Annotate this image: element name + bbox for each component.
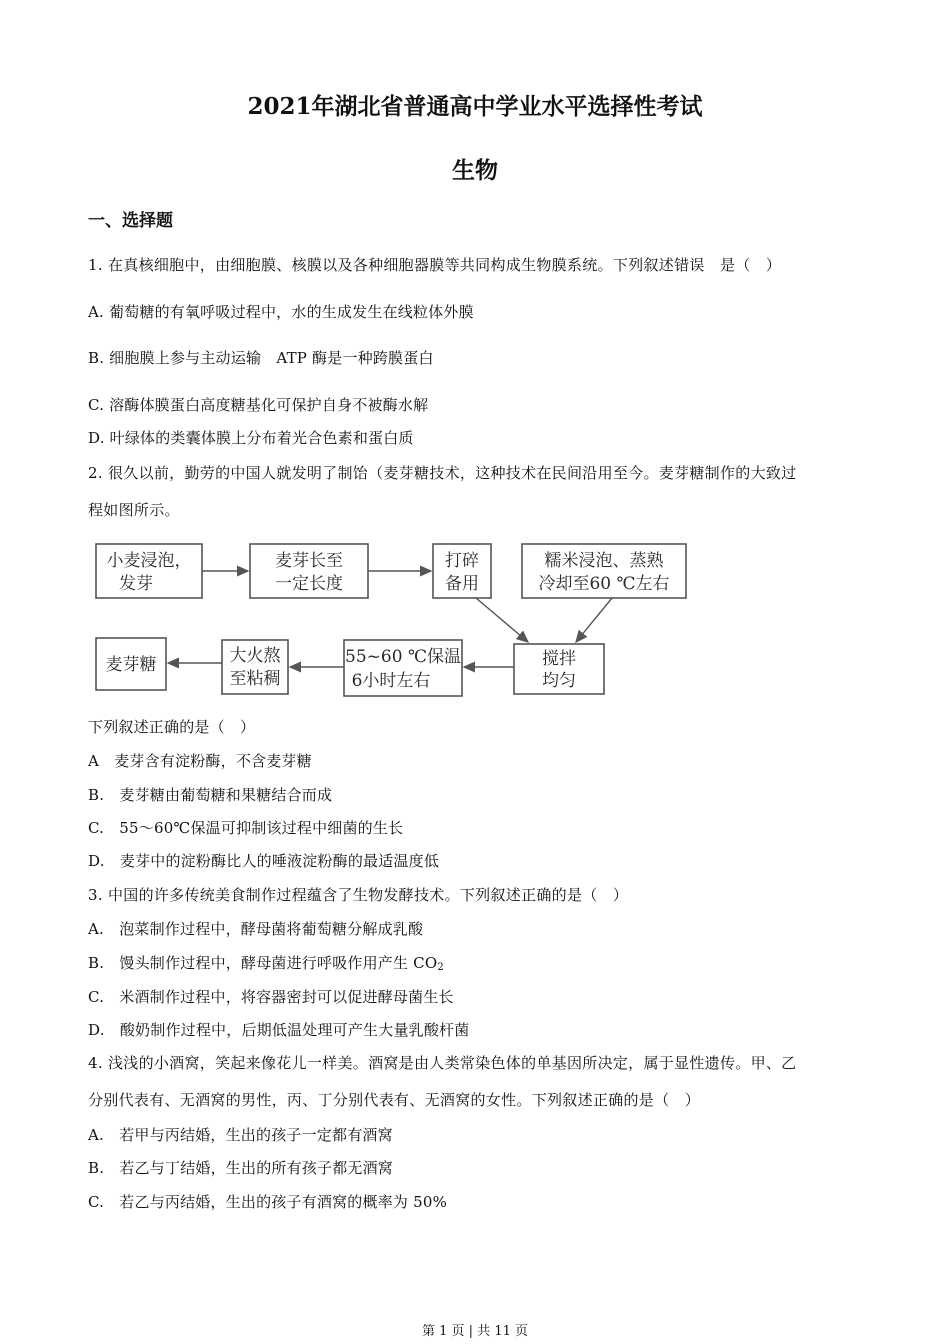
q4-option-c: C. 若乙与丙结婚，生出的孩子有酒窝的概率为 50% [88,1193,448,1211]
q2-option-a: A 麦芽含有淀粉酶，不含麦芽糖 [88,752,312,770]
arrow-4-5 [576,598,612,642]
flow-box-stir [514,644,604,694]
box8-line1: 麦芽糖 [105,655,157,675]
flow-box-glutinous-rice [522,544,686,598]
flow-box-crush [433,544,491,598]
box4-line1: 糯米浸泡、蒸熟 [544,551,664,571]
box3-line2: 备用 [445,574,479,594]
box7-line2: 至粘稠 [229,669,281,689]
q3-option-d: D. 酸奶制作过程中，后期低温处理可产生大量乳酸杆菌 [88,1021,470,1039]
q3-option-b [88,952,444,973]
box3-line1: 打碎 [445,551,479,571]
q3-option-b-text: B. 馒头制作过程中，酵母菌进行呼吸作用产生 CO [88,954,438,972]
q1-stem: 1. 在真核细胞中，由细胞膜、核膜以及各种细胞器膜等共同构成生物膜系统。下列叙述错误 是（ ） [88,256,782,274]
box6-line2: 6小时左右 [351,671,431,691]
q1-option-b: B. 细胞膜上参与主动运输 ATP 酶是一种跨膜蛋白 [88,349,434,367]
flow-box-boil [222,640,288,694]
q3-option-b-subscript: 2 [437,962,444,973]
flow-box-soak-wheat [96,544,202,598]
arrow-3-5 [476,598,528,642]
page-footer: 第 1 页 | 共 11 页 [422,1324,528,1339]
box2-line2: 一定长度 [275,574,343,594]
box5-line1: 搅拌 [542,649,576,669]
subject-title: 生物 [452,157,498,184]
box2-line1: 麦芽长至 [275,551,343,571]
q2-stem-line2: 程如图所示。 [88,501,180,519]
q2-prompt: 下列叙述正确的是（ ） [88,718,256,736]
q2-option-c: C. 55～60℃保温可抑制该过程中细菌的生长 [88,819,404,837]
q4-option-a: A. 若甲与丙结婚，生出的孩子一定都有酒窝 [88,1126,393,1144]
box4-line2: 冷却至60 ℃左右 [538,574,670,594]
q4-stem-line2: 分别代表有、无酒窝的男性，丙、丁分别代表有、无酒窝的女性。下列叙述正确的是（ ） [88,1091,701,1109]
q4-option-b: B. 若乙与丁结婚，生出的所有孩子都无酒窝 [88,1159,393,1177]
maltose-process-flowchart [88,536,698,702]
q2-stem-line1: 2. 很久以前，勤劳的中国人就发明了制饴（麦芽糖技术，这种技术在民间沿用至今。麦芽糖制作的大致过 [88,464,797,482]
q4-stem-line1: 4. 浅浅的小酒窝，笑起来像花儿一样美。酒窝是由人类常染色体的单基因所决定，属于显性遗传。甲、乙 [88,1054,797,1072]
box5-line2: 均匀 [542,671,576,691]
exam-title: 2021年湖北省普通高中学业水平选择性考试 [247,93,703,120]
q1-option-c: C. 溶酶体膜蛋白高度糖基化可保护自身不被酶水解 [88,396,429,414]
section-title: 一、选择题 [88,211,173,231]
q2-option-d: D. 麦芽中的淀粉酶比人的唾液淀粉酶的最适温度低 [88,852,440,870]
q1-option-a: A. 葡萄糖的有氧呼吸过程中，水的生成发生在线粒体外膜 [88,303,474,321]
q3-option-c: C. 米酒制作过程中，将容器密封可以促进酵母菌生长 [88,988,454,1006]
q2-option-b: B. 麦芽糖由葡萄糖和果糖结合而成 [88,786,333,804]
q3-stem: 3. 中国的许多传统美食制作过程蕴含了生物发酵技术。下列叙述正确的是（ ） [88,886,629,904]
box6-line1: 55~60 ℃保温 [345,647,461,667]
q3-option-a: A. 泡菜制作过程中，酵母菌将葡萄糖分解成乳酸 [88,920,424,938]
flow-box-maltose [96,638,166,690]
flow-box-incubate [344,640,462,696]
q1-option-d: D. 叶绿体的类囊体膜上分布着光合色素和蛋白质 [88,429,414,447]
box1-line1: 小麦浸泡， [106,551,192,571]
box1-line2: 发芽 [119,574,153,594]
flow-box-malt-grow [250,544,368,598]
box7-line1: 大火熬 [229,646,281,666]
